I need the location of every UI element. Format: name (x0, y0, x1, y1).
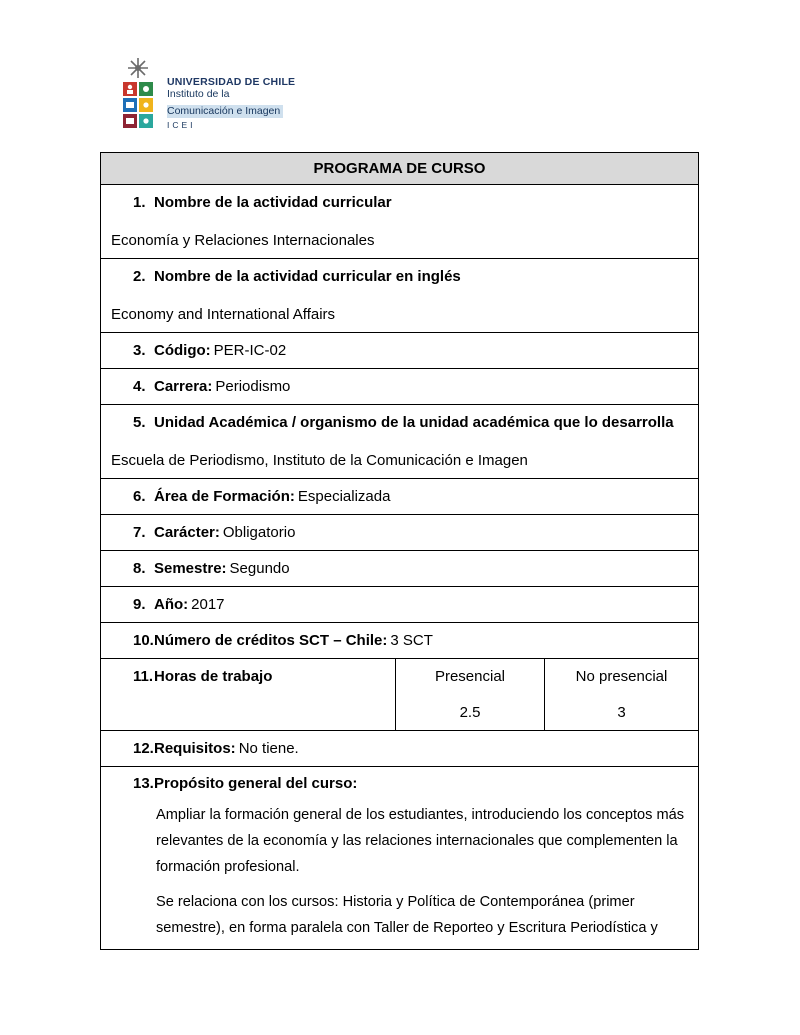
presencial-cell (395, 659, 544, 730)
row-label: Año: (154, 596, 189, 613)
row-caracter (101, 515, 698, 551)
row-unidad-academica (101, 405, 698, 479)
row-heading (133, 377, 688, 396)
row-number: 13. (133, 775, 154, 792)
row-label: Nombre de la actividad curricular (154, 194, 392, 211)
row-heading (133, 341, 688, 360)
row-label: Carrera: (154, 378, 213, 395)
row-heading (133, 559, 688, 578)
row-value: 3 SCT (390, 632, 433, 649)
row-heading (133, 487, 688, 506)
row-value: 2017 (191, 596, 225, 613)
row-number: 10. (133, 632, 154, 649)
university-logo (116, 56, 295, 134)
row-heading (133, 631, 688, 650)
row-heading (133, 193, 688, 212)
row-heading (133, 523, 688, 542)
row-label: Propósito general del curso: (154, 775, 358, 792)
row-heading (133, 267, 688, 286)
logo-university-name: UNIVERSIDAD DE CHILE (167, 76, 296, 88)
row-label: Carácter: (154, 524, 220, 541)
row-number: 7. (133, 524, 146, 541)
logo-acronym: ICEI (167, 120, 196, 130)
row-horas-trabajo (101, 659, 698, 731)
row-nombre-actividad (101, 185, 698, 259)
logo-institute-line1: Instituto de la (167, 88, 230, 100)
proposito-paragraph-1: Ampliar la formación general de los estudiantes, introduciendo los conceptos más relevantes de la economía y las relaciones internacionales que complementen la formación profesional. (156, 807, 685, 875)
no-presencial-value: 3 (617, 704, 626, 721)
row-value: Economy and International Affairs (111, 306, 336, 323)
row-proposito-general (101, 767, 698, 949)
row-number: 5. (133, 414, 146, 431)
table-title (101, 153, 698, 185)
row-number: 3. (133, 342, 146, 359)
row-label: Código: (154, 342, 211, 359)
row-value: Periodismo (215, 378, 291, 395)
presencial-header: Presencial (434, 668, 506, 685)
row-label: Horas de trabajo (154, 668, 273, 685)
row-label: Área de Formación: (154, 488, 295, 505)
row-value: Escuela de Periodismo, Instituto de la Comunicación e Imagen (111, 452, 528, 469)
row-value: Obligatorio (222, 524, 296, 541)
row-codigo (101, 333, 698, 369)
icei-logo-icon (116, 56, 160, 134)
presencial-value: 2.5 (459, 704, 481, 721)
row-requisitos (101, 731, 698, 767)
row-semestre (101, 551, 698, 587)
row-heading (133, 413, 688, 432)
no-presencial-cell (544, 659, 698, 730)
no-presencial-header: No presencial (575, 668, 668, 685)
logo-text-block (167, 56, 295, 130)
table-title-text: PROGRAMA DE CURSO (313, 160, 486, 177)
row-value: Segundo (229, 560, 290, 577)
row-value: PER-IC-02 (213, 342, 287, 359)
row-label: Unidad Académica / organismo de la unidad académica que lo desarrolla (154, 414, 674, 431)
row-ano (101, 587, 698, 623)
proposito-paragraph-2: Se relaciona con los cursos: Historia y Política de Contemporánea (primer semestre), en forma paralela con Taller de Reporteo y Escritura Periodística y (156, 894, 658, 936)
row-value: Especializada (297, 488, 391, 505)
row-heading (133, 739, 688, 758)
row-label: Requisitos: (154, 740, 236, 757)
row-number: 8. (133, 560, 146, 577)
row-carrera (101, 369, 698, 405)
horas-trabajo-label-cell (101, 659, 395, 730)
row-number: 6. (133, 488, 146, 505)
row-heading (133, 774, 688, 793)
row-nombre-ingles (101, 259, 698, 333)
row-label: Número de créditos SCT – Chile: (154, 632, 388, 649)
row-creditos-sct (101, 623, 698, 659)
row-number: 11. (133, 668, 154, 685)
row-heading (133, 667, 385, 686)
row-label: Semestre: (154, 560, 227, 577)
row-number: 1. (133, 194, 146, 211)
row-label: Nombre de la actividad curricular en inglés (154, 268, 461, 285)
logo-institute-line2: Comunicación e Imagen (167, 105, 283, 118)
row-area-formacion (101, 479, 698, 515)
row-number: 4. (133, 378, 146, 395)
course-program-table (100, 152, 699, 950)
row-number: 12. (133, 740, 154, 757)
row-number: 2. (133, 268, 146, 285)
row-value: Economía y Relaciones Internacionales (111, 232, 375, 249)
row-number: 9. (133, 596, 146, 613)
row-value: No tiene. (238, 740, 299, 757)
row-heading (133, 595, 688, 614)
